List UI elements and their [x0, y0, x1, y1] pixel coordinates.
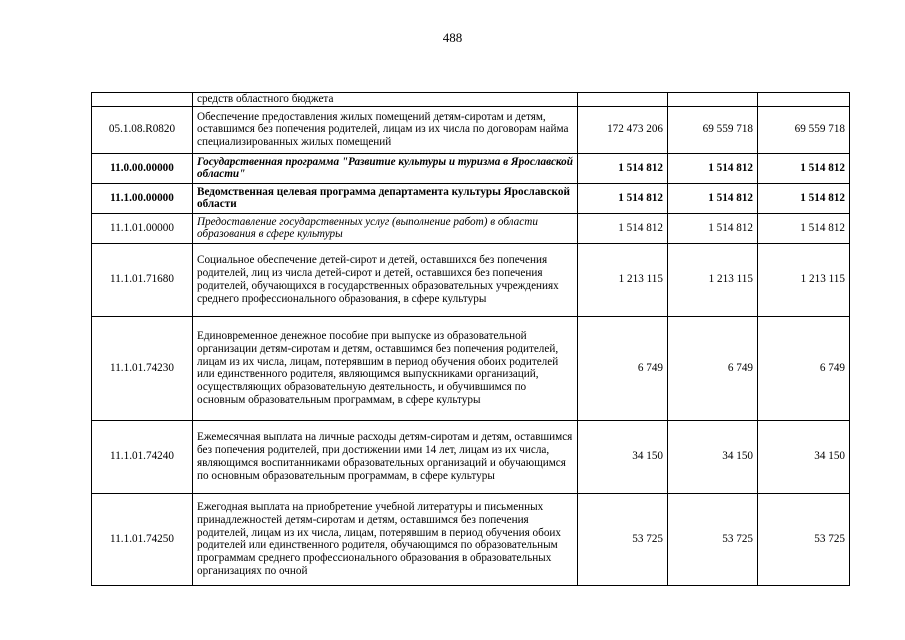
row-name: Единовременное денежное пособие при выпуске из образовательной организации детям-сиротам и детям, оставшимся без попечения родителей, лицам из их числа, лицам, потерявшим в период обучения обоих родителей или единственного родителя, являющимся выпускниками организаций, осуществляющих образовательную деятельность, и обучившимся по основным образовательным программам, в сфере культуры	[193, 316, 578, 420]
table-row	[92, 213, 850, 243]
page-number: 488	[442, 30, 463, 45]
row-value-2: 1 514 812	[668, 153, 758, 183]
row-value-1: 1 213 115	[578, 243, 668, 316]
row-code: 11.1.00.00000	[92, 183, 193, 213]
row-code: 11.1.01.74250	[92, 493, 193, 585]
table-row	[92, 493, 850, 585]
row-value-2: 69 559 718	[668, 106, 758, 153]
row-value-3: 1 514 812	[758, 183, 850, 213]
row-value-1: 53 725	[578, 493, 668, 585]
row-value-2: 53 725	[668, 493, 758, 585]
row-value-3: 34 150	[758, 420, 850, 493]
budget-table-body	[92, 93, 850, 586]
row-value-1: 6 749	[578, 316, 668, 420]
row-value-2	[668, 93, 758, 107]
row-value-3: 1 514 812	[758, 153, 850, 183]
row-code	[92, 93, 193, 107]
table-row	[92, 420, 850, 493]
row-code: 05.1.08.R0820	[92, 106, 193, 153]
table-row	[92, 93, 850, 107]
row-code: 11.1.01.71680	[92, 243, 193, 316]
row-value-2: 6 749	[668, 316, 758, 420]
row-name: Ежемесячная выплата на личные расходы детям-сиротам и детям, оставшимся без попечения родителей, при достижении ими 14 лет, лицам из их числа, являющимся воспитанниками образовательных организаций и обучающимся по основным образовательным программам, в сфере культуры	[193, 420, 578, 493]
row-value-3	[758, 93, 850, 107]
row-name: Обеспечение предоставления жилых помещений детям-сиротам и детям, оставшимся без попечения родителей, лицам из их числа по договорам найма специализированных жилых помещений	[193, 106, 578, 153]
row-value-2: 1 213 115	[668, 243, 758, 316]
table-row	[92, 183, 850, 213]
row-name: Предоставление государственных услуг (выполнение работ) в области образования в сфере культуры	[193, 213, 578, 243]
row-value-3: 1 213 115	[758, 243, 850, 316]
table-row	[92, 153, 850, 183]
row-value-2: 34 150	[668, 420, 758, 493]
row-value-1: 172 473 206	[578, 106, 668, 153]
budget-table	[91, 92, 850, 586]
row-code: 11.1.01.74230	[92, 316, 193, 420]
row-name: Государственная программа "Развитие культуры и туризма в Ярославской области"	[193, 153, 578, 183]
table-row	[92, 316, 850, 420]
row-value-2: 1 514 812	[668, 213, 758, 243]
row-name: Социальное обеспечение детей-сирот и детей, оставшихся без попечения родителей, лиц из числа детей-сирот и детей, оставшихся без попечения родителей, обучающихся в государственных образовательных учреждениях среднего профессионального образования, в сфере культуры	[193, 243, 578, 316]
row-value-3: 6 749	[758, 316, 850, 420]
row-code: 11.1.01.00000	[92, 213, 193, 243]
row-value-3: 69 559 718	[758, 106, 850, 153]
row-value-1: 1 514 812	[578, 153, 668, 183]
table-row	[92, 243, 850, 316]
row-value-1: 1 514 812	[578, 213, 668, 243]
row-name: средств областного бюджета	[193, 93, 578, 107]
row-value-3: 1 514 812	[758, 213, 850, 243]
table-row	[92, 106, 850, 153]
row-code: 11.0.00.00000	[92, 153, 193, 183]
row-value-2: 1 514 812	[668, 183, 758, 213]
row-value-1	[578, 93, 668, 107]
row-name: Ежегодная выплата на приобретение учебной литературы и письменных принадлежностей детям-сиротам и детям, оставшимся без попечения родителей, лицам из их числа, лицам, потерявшим в период обучения обоих родителей или единственного родителя, обучающимся по образовательным программам среднего профессионального образования в образовательных организациях по очной	[193, 493, 578, 585]
row-value-1: 1 514 812	[578, 183, 668, 213]
row-code: 11.1.01.74240	[92, 420, 193, 493]
row-value-3: 53 725	[758, 493, 850, 585]
row-name: Ведомственная целевая программа департамента культуры Ярославской области	[193, 183, 578, 213]
row-value-1: 34 150	[578, 420, 668, 493]
